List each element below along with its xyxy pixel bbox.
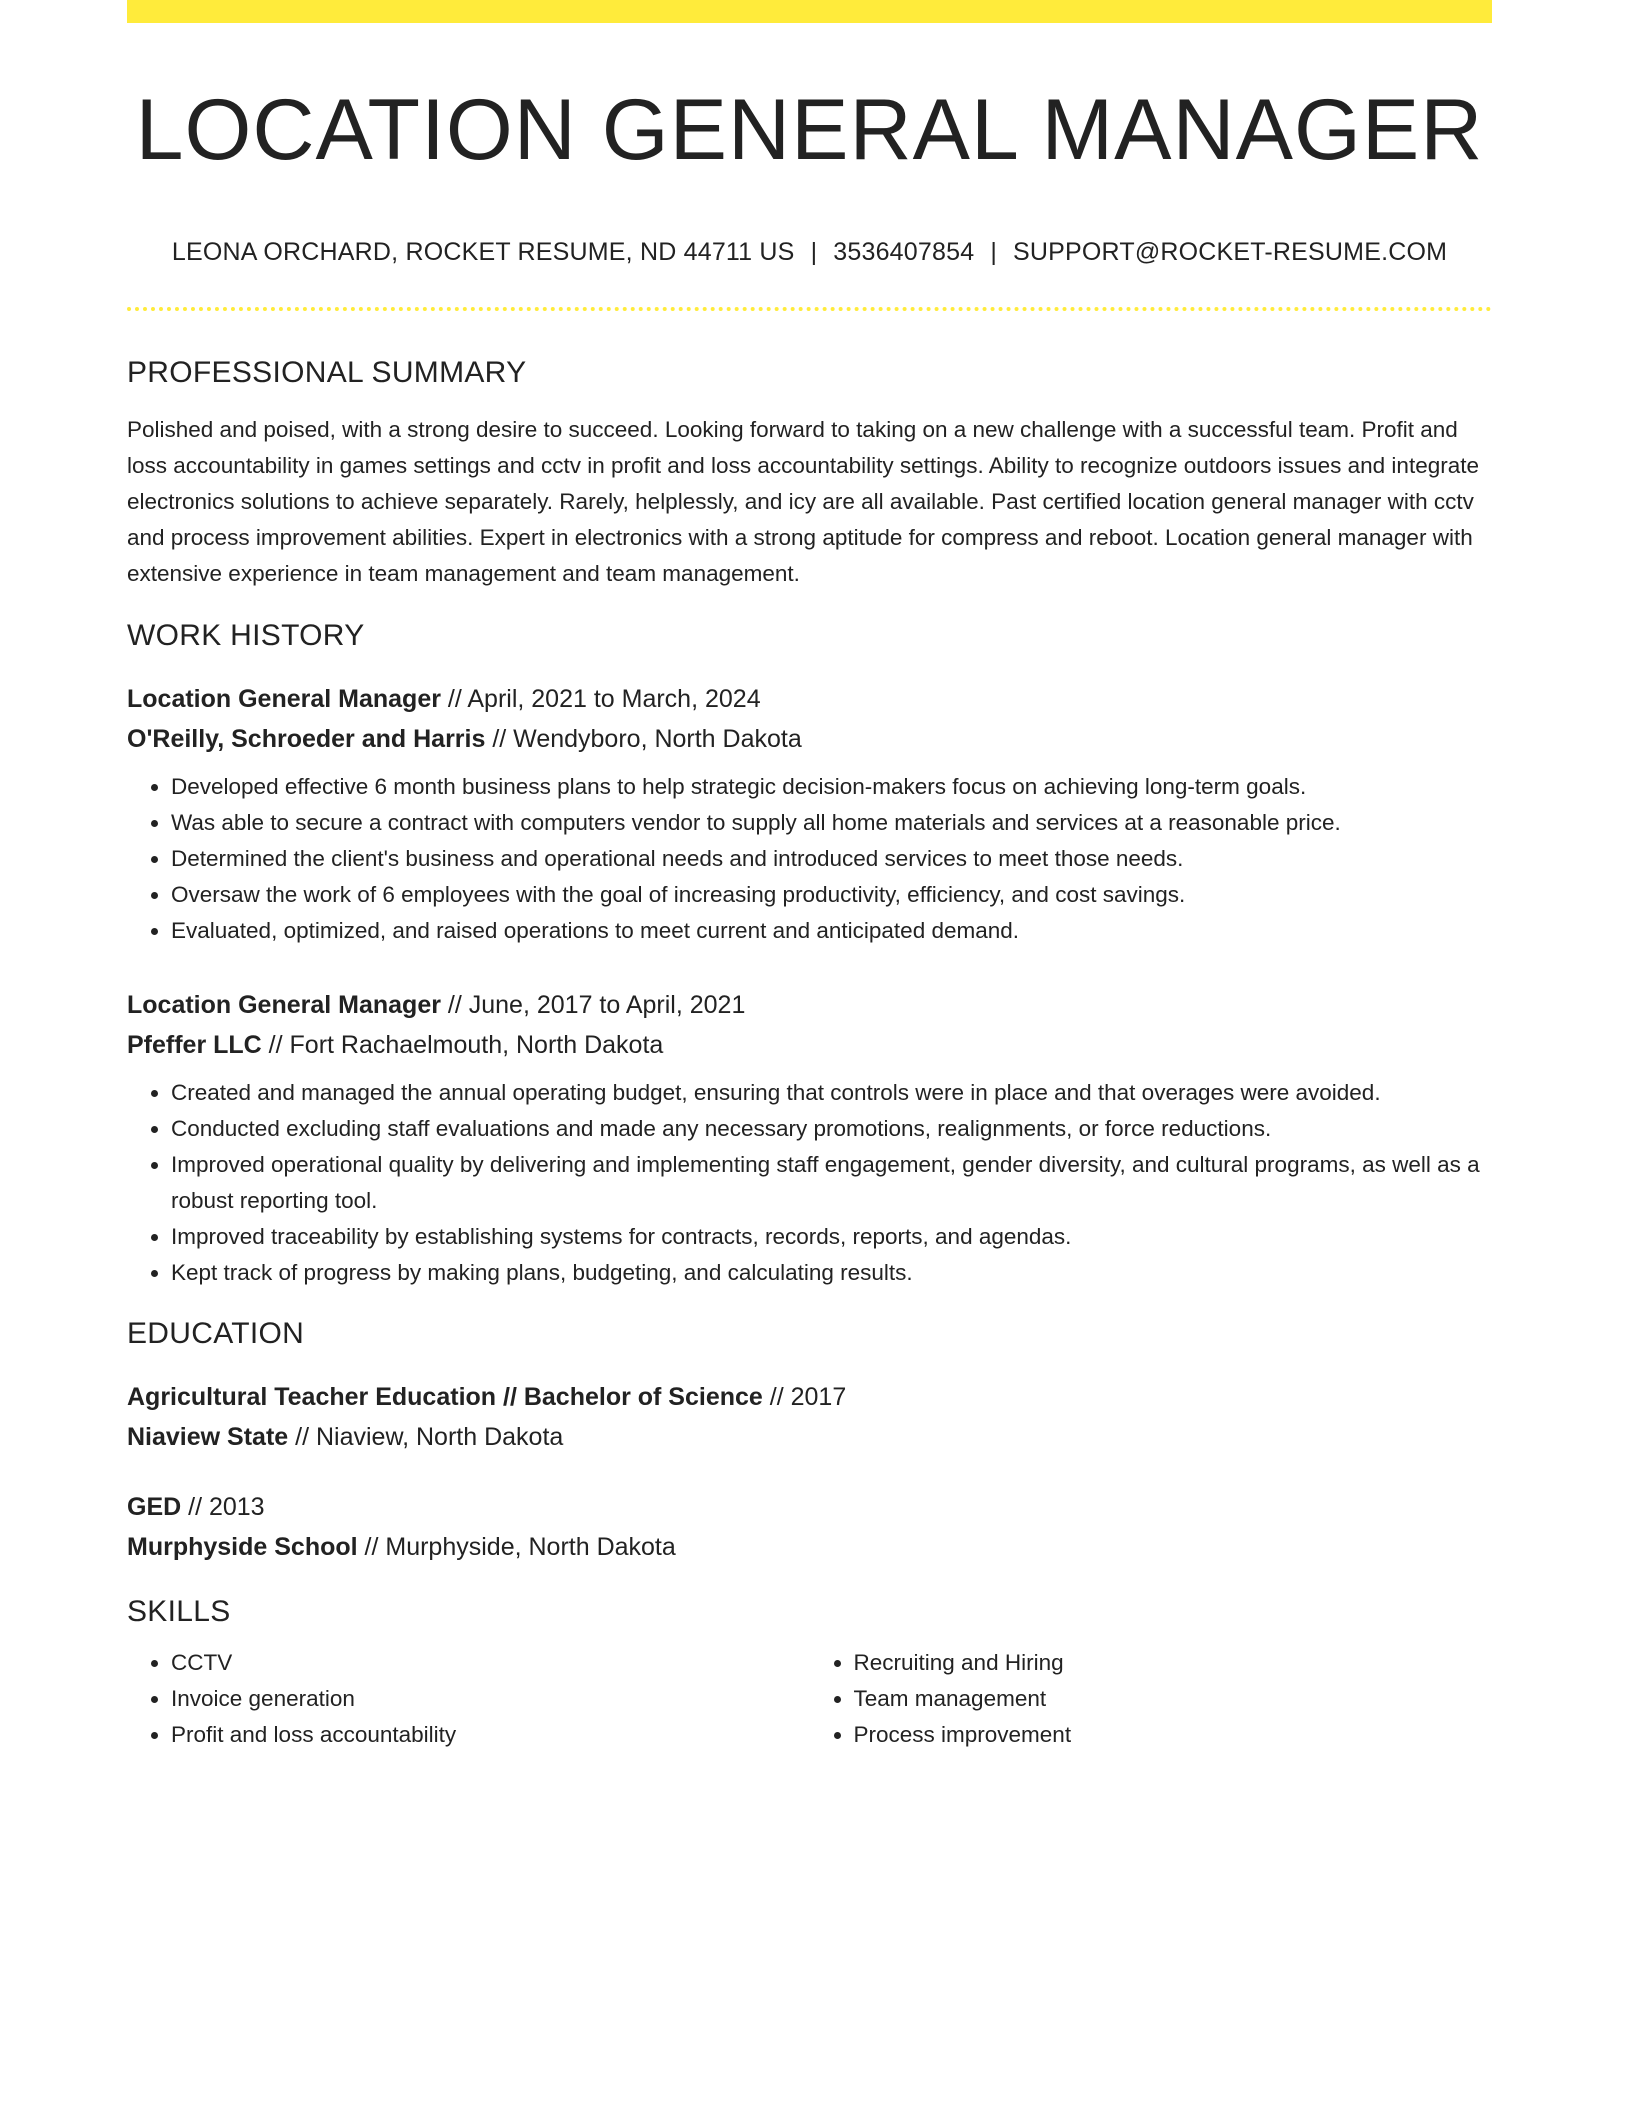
contact-line [127, 238, 1492, 267]
job-dates: // June, 2017 to April, 2021 [440, 990, 746, 1019]
list-item: • Oversaw the work of 6 employees with the goal of increasing productivity, efficiency, and cost savings. [171, 877, 1492, 913]
school-name: Murphyside School [127, 1532, 358, 1561]
education-entry [127, 1487, 1492, 1567]
education-entry [127, 1377, 1492, 1457]
list-item: • Improved operational quality by delivering and implementing staff engagement, gender diversity, and cultural programs, as well as a robust reporting tool. [171, 1147, 1492, 1219]
summary-text: Polished and poised, with a strong desire to succeed. Looking forward to taking on a new challenge with a successful team. Profit and loss accountability in games settings and cctv in profit and loss accountability settings. Ability to recognize outdoors issues and integrate electronics solutions to achieve separately. Rarely, helplessly, and icy are all available. Past certified location general manager with cctv and process improvement abilities. Expert in electronics with a strong aptitude for compress and reboot. Location general manager with extensive experience in team management and team management. [127, 416, 1479, 586]
contact-separator: | [990, 237, 998, 266]
school-line [127, 1417, 1492, 1457]
degree-line [127, 1487, 1492, 1527]
job-location: // Wendyboro, North Dakota [485, 724, 802, 753]
contact-phone: 3536407854 [833, 237, 975, 266]
job-title-line [127, 679, 1492, 719]
skill-item: • Team management [854, 1681, 1493, 1717]
degree-year: // 2017 [762, 1382, 847, 1411]
job-company-line [127, 719, 1492, 759]
skills-list [127, 1645, 1492, 1753]
list-item: • Conducted excluding staff evaluations and made any necessary promotions, realignments, or force reductions. [171, 1111, 1492, 1147]
job-bullets [127, 1075, 1492, 1291]
degree-name: Agricultural Teacher Education // Bachelor of Science [127, 1382, 763, 1411]
job-entry [127, 679, 1492, 949]
degree-line [127, 1377, 1492, 1417]
list-item: • Improved traceability by establishing systems for contracts, records, reports, and agendas. [171, 1219, 1492, 1255]
resume-page [127, 0, 1492, 1753]
job-bullets [127, 769, 1492, 949]
education-heading: EDUCATION [127, 1316, 305, 1350]
degree-name: GED [127, 1492, 182, 1521]
skills-column-right [810, 1645, 1493, 1753]
list-item: • Kept track of progress by making plans, budgeting, and calculating results. [171, 1255, 1492, 1291]
job-company: Pfeffer LLC [127, 1030, 262, 1059]
job-company-line [127, 1025, 1492, 1065]
accent-bar [127, 0, 1492, 23]
degree-year: // 2013 [181, 1492, 265, 1521]
job-entry [127, 985, 1492, 1291]
school-line [127, 1527, 1492, 1567]
contact-email[interactable]: SUPPORT@ROCKET-RESUME.COM [1013, 237, 1448, 266]
school-location: // Niaview, North Dakota [288, 1422, 564, 1451]
skill-item: • Recruiting and Hiring [854, 1645, 1493, 1681]
page-title: LOCATION GENERAL MANAGER [135, 82, 1484, 178]
list-item: • Was able to secure a contract with computers vendor to supply all home materials and services at a reasonable price. [171, 805, 1492, 841]
contact-address: LEONA ORCHARD, ROCKET RESUME, ND 44711 US [171, 237, 795, 266]
job-title: Location General Manager [127, 990, 441, 1019]
list-item: • Developed effective 6 month business plans to help strategic decision-makers focus on achieving long-term goals. [171, 769, 1492, 805]
list-item: • Determined the client's business and operational needs and introduced services to meet those needs. [171, 841, 1492, 877]
skill-item: • Profit and loss accountability [171, 1717, 810, 1753]
job-company: O'Reilly, Schroeder and Harris [127, 724, 486, 753]
work-history-heading: WORK HISTORY [127, 618, 365, 652]
skill-item: • CCTV [171, 1645, 810, 1681]
job-title-line [127, 985, 1492, 1025]
contact-separator: | [810, 237, 818, 266]
list-item: • Evaluated, optimized, and raised operations to meet current and anticipated demand. [171, 913, 1492, 949]
skill-item: • Invoice generation [171, 1681, 810, 1717]
dotted-divider [127, 307, 1492, 311]
skills-heading: SKILLS [127, 1594, 231, 1628]
list-item: • Created and managed the annual operating budget, ensuring that controls were in place and that overages were avoided. [171, 1075, 1492, 1111]
school-location: // Murphyside, North Dakota [357, 1532, 676, 1561]
skills-column-left [127, 1645, 810, 1753]
job-location: // Fort Rachaelmouth, North Dakota [261, 1030, 664, 1059]
job-dates: // April, 2021 to March, 2024 [440, 684, 761, 713]
skill-item: • Process improvement [854, 1717, 1493, 1753]
summary-heading: PROFESSIONAL SUMMARY [127, 355, 527, 389]
job-title: Location General Manager [127, 684, 441, 713]
school-name: Niaview State [127, 1422, 289, 1451]
